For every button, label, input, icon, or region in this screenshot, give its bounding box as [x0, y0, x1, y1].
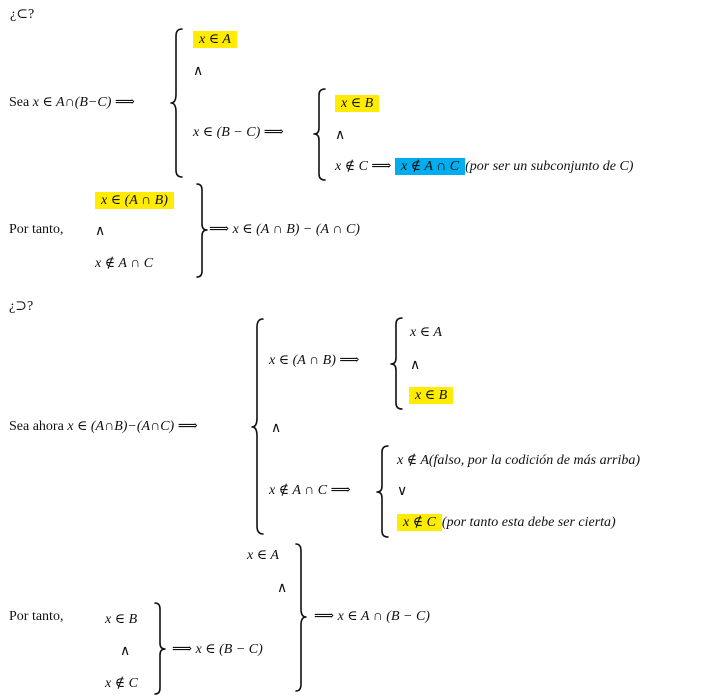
p1-subset-note: (por ser un subconjunto de C): [465, 159, 634, 174]
p2-therefore-label: Por tanto,: [9, 609, 64, 624]
p2-x-notin-a-cap-c: x ∉ A ∩ C ⟹: [269, 483, 351, 498]
p1-and-2: ∧: [335, 128, 346, 143]
p2-x-notin-c-line: [397, 514, 616, 532]
p2-or: ∨: [397, 484, 408, 499]
p2-inner-conclusion: ⟹ x ∈ (B − C): [172, 642, 263, 657]
heading-subset: ¿⊂?: [10, 7, 35, 22]
right-brace-2: [154, 602, 166, 696]
left-brace-1: [170, 28, 184, 178]
p2-x-notin-c: x ∉ C: [397, 514, 442, 531]
p1-therefore-notin: x ∉ A ∩ C: [95, 256, 154, 271]
sea-prefix: Sea: [9, 95, 33, 110]
p2-x-in-a-cap-b: x ∈ (A ∩ B) ⟹: [269, 353, 360, 368]
left-brace-3: [251, 318, 265, 536]
p2-and-2: ∧: [410, 358, 421, 373]
sea-line: [9, 94, 135, 112]
p1-x-in-b: x ∈ B: [335, 95, 379, 112]
p2-x-in-b: x ∈ B: [409, 387, 453, 404]
sea-ahora-prefix: Sea ahora: [9, 419, 68, 434]
p1-and-1: ∧: [193, 64, 204, 79]
right-brace-3: [295, 543, 307, 693]
sea-formula: x ∈ A∩(B−C) ⟹: [32, 95, 135, 110]
left-brace-5: [376, 445, 390, 539]
p2-x-notin-a-falso: x ∉ A(falso, por la codición de más arriba): [397, 453, 641, 468]
p2-top-and: ∧: [277, 581, 288, 596]
p1-x-in-a-cap-b: x ∈ (A ∩ B): [95, 192, 174, 209]
p1-therefore-and: ∧: [95, 224, 106, 239]
p2-and-main: ∧: [271, 421, 282, 436]
right-brace-1: [196, 183, 208, 279]
p2-top-x-in-a: x ∈ A: [247, 548, 279, 563]
p2-cierta-note: (por tanto esta debe ser cierta): [441, 515, 616, 530]
p1-x-notin-c: x ∉ C ⟹: [335, 159, 392, 174]
p1-conclusion: ⟹ x ∈ (A ∩ B) − (A ∩ C): [209, 222, 360, 237]
p2-inner-x-notin-c: x ∉ C: [105, 676, 138, 691]
left-brace-2: [313, 88, 327, 182]
p1-x-notin-a-cap-c: x ∉ A ∩ C: [395, 158, 465, 175]
heading-superset: ¿⊃?: [9, 299, 34, 314]
p1-x-notin-c-line: [335, 158, 633, 176]
p2-inner-x-in-b: x ∈ B: [105, 612, 138, 627]
p2-final-conclusion: ⟹ x ∈ A ∩ (B − C): [314, 609, 430, 624]
sea-ahora-line: [9, 418, 198, 436]
left-brace-4: [390, 317, 404, 411]
p1-x-in-a: x ∈ A: [193, 31, 237, 48]
p2-inner-and: ∧: [120, 644, 131, 659]
sea-ahora-formula: x ∈ (A∩B)−(A∩C) ⟹: [67, 419, 198, 434]
p2-x-in-a: x ∈ A: [410, 325, 442, 340]
p1-therefore-label: Por tanto,: [9, 222, 64, 237]
p1-x-in-b-minus-c: x ∈ (B − C) ⟹: [193, 125, 284, 140]
